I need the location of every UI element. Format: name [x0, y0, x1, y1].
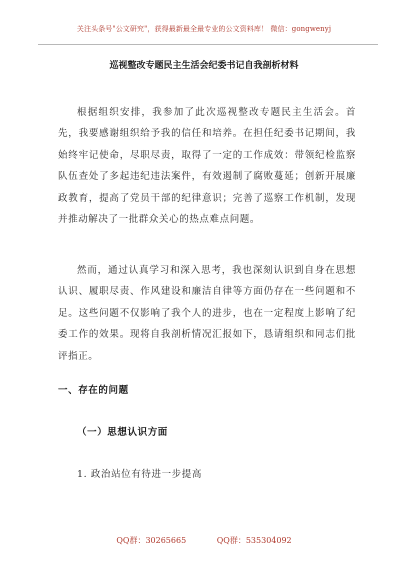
section-heading: 一、存在的问题	[58, 385, 129, 396]
footer-qq-group-1: QQ群：30265665	[116, 536, 187, 545]
footer-qq-group-2: QQ群：535304092	[216, 536, 292, 545]
subsection-heading: （一）思想认识方面	[77, 427, 168, 438]
header-divider	[38, 44, 378, 45]
header-banner: 关注头条号"公文研究"，获得最新最全最专业的公文资料库！ 微信：gongwenyj	[76, 25, 332, 33]
list-item: 1. 政治站位有待进一步提高	[77, 469, 202, 480]
paragraph-reflection: 然而，通过认真学习和深入思考，我也深刻认识到自身在思想认识、履职尽责、作风建设和廉洁自律等方面仍存在一些问题和不足。这些问题不仅影响了我个人的进步，也在一定程度上影响了纪委工作的效果。现将自我剖析情况汇报如下，恳请组织和同志们批评指正。	[58, 265, 356, 362]
footer	[0, 535, 408, 546]
paragraph-intro: 根据组织安排，我参加了此次巡视整改专题民主生活会。首先，我要感谢组织给予我的信任和培养。在担任纪委书记期间，我始终牢记使命，尽职尽责，取得了一定的工作成效：带领纪检监察队伍查处了多起违纪违法案件，有效遏制了腐败蔓延；创新开展廉政教育，提高了党员干部的纪律意识；完善了巡察工作机制，发现并推动解决了一批群众关心的热点难点问题。	[58, 107, 356, 226]
document-title: 巡视整改专题民主生活会纪委书记自我剖析材料	[109, 61, 299, 71]
